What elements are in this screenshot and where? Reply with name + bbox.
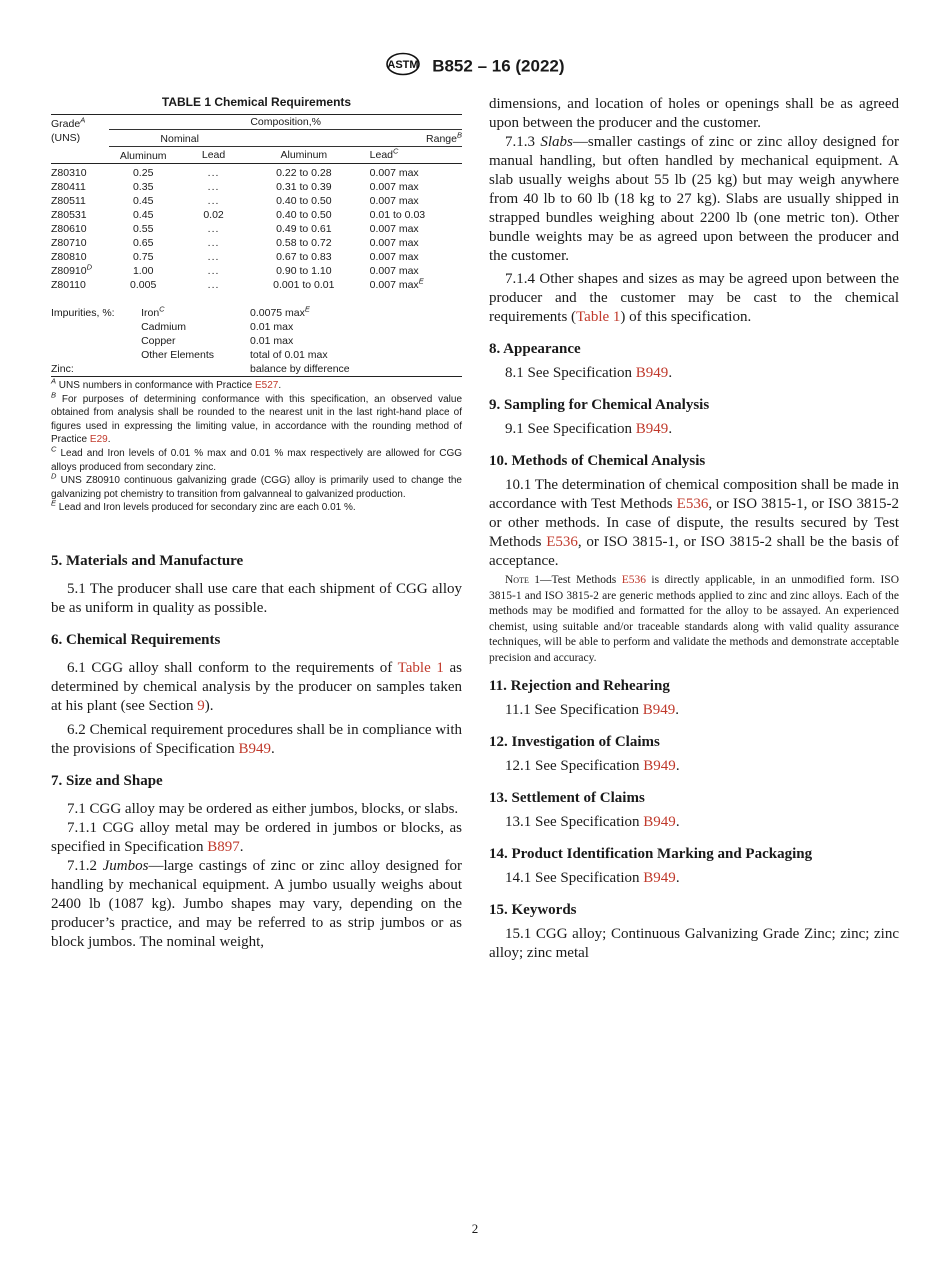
table-row: Z80710 0.65 ... 0.58 to 0.72 0.007 max	[51, 237, 419, 249]
section-13-1: 13.1 See Specification B949.	[505, 814, 680, 830]
section-7-1: 7.1 CGG alloy may be ordered as either jumbos, blocks, or slabs.	[67, 800, 459, 817]
table-row: Z80531 0.45 0.02 0.40 to 0.50 0.01 to 0.03	[51, 209, 426, 221]
chemical-requirements-table	[51, 114, 462, 377]
section-9-link[interactable]: 9	[197, 697, 205, 714]
section-6-2: 6.2 Chemical requirement procedures shall be in compliance with the provisions of Specification B949.	[51, 721, 462, 757]
impurity-row: Impurities, %: Iron$^C$ 0.0075 $\max^E$	[51, 304, 310, 319]
section-8-heading: 8. Appearance	[489, 341, 581, 357]
page-number: 2	[471, 1221, 479, 1236]
aluminum-header: Aluminum	[109, 147, 177, 164]
table-subheader-row	[51, 130, 462, 147]
impurity-row: Copper 0.01 max	[141, 335, 294, 347]
table-footnotes	[51, 376, 463, 515]
section-10-1: 10.1 The determination of chemical composition shall be made in accordance with Test Methods E536, or ISO 3815-1, or ISO 3815-2 or other methods. In case of dispute, the results secured by Test Methods E536, or ISO 3815-1, or ISO 3815-2 shall be the basis of acceptance.	[489, 477, 899, 569]
impurity-row: Cadmium 0.01 max	[141, 321, 294, 333]
impurity-row: Other Elements total of 0.01 max	[141, 349, 328, 361]
section-7-1-1: 7.1.1 CGG alloy metal may be ordered in jumbos or blocks, as specified in Specification B897.	[51, 819, 462, 855]
table-row: $Z80910^D$ 1.00 ... 0.90 to 1.10 0.007 max	[51, 262, 419, 277]
composition-header: Composition,%	[109, 115, 462, 130]
section-7-1-4: 7.1.4 Other shapes and sizes as may be agreed upon between the producer and the customer may be cast to the chemical requirements (Table 1) of this specification.	[489, 271, 899, 325]
section-15-1: 15.1 CGG alloy; Continuous Galvanizing Grade Zinc; zinc; zinc alloy; zinc metal	[489, 926, 899, 961]
section-6-heading: 6. Chemical Requirements	[51, 631, 221, 648]
footnote-a: $^A$ UNS numbers in conformance with Practice E527.	[51, 376, 282, 391]
logo-text: ASTM	[387, 59, 420, 71]
table-row: Z80511 0.45 ... 0.40 to 0.50 0.007 max	[51, 195, 419, 207]
table-row: Z80810 0.75 ... 0.67 to 0.83 0.007 max	[51, 251, 419, 263]
footnote-c: $^C$ Lead and Iron levels of 0.01 % max and 0.01 % max respectively are allowed for CGG alloys produced from secondary zinc.	[51, 444, 462, 473]
b949-link-11[interactable]: B949	[642, 702, 676, 718]
section-14-heading: 14. Product Identification Marking and Packaging	[489, 846, 813, 862]
section-7-1-2: 7.1.2 Jumbos—large castings of zinc or zinc alloy designed for handling by mechanical equipment. A jumbo usually weighs about 2400 lb (1087 kg). Jumbo shapes may vary, depending on the producer’s practice, and may be referred to as strip jumbos or as block jumbos. The nominal weight,	[51, 857, 463, 950]
section-12-heading: 12. Investigation of Claims	[489, 734, 660, 750]
section-9-1: 9.1 See Specification B949.	[505, 421, 673, 437]
footnote-b: $^B$ For purposes of determining conformance with this specification, an observed value obtained from analysis shall be rounded to the nearest unit in the last right-hand place of figures used in expressing the limiting value, in accordance with the rounding method of Practice E29.	[51, 390, 463, 446]
e29-link[interactable]: E29	[89, 434, 108, 446]
section-6-1: 6.1 CGG alloy shall conform to the requirements of Table 1 as determined by chemical analysis by the producer on samples taken at his plant (see Section 9).	[51, 659, 462, 714]
section-7-1-3: 7.1.3 Slabs—smaller castings of zinc or zinc alloy designed for manual handling, but often handled by mechanical equipment. A slab usually weighs about 55 lb (25 kg) but may weigh anywhere from 40 lb to 60 lb (18 kg to 27 kg). Slabs are usually shipped in strapped bundles weighing about 2200 lb (one metric ton). Other bundle weights may be as agreed upon between the producer and the customer.	[489, 134, 899, 264]
section-8-1: 8.1 See Specification B949.	[505, 365, 673, 381]
section-5-1: 5.1 The producer shall use care that each shipment of CGG alloy be as uniform in quality as possible.	[51, 580, 462, 616]
e536-link-2[interactable]: E536	[546, 534, 578, 550]
b949-link-14[interactable]: B949	[643, 870, 676, 886]
left-column	[51, 92, 462, 952]
b949-link-8[interactable]: B949	[635, 365, 669, 381]
section-12-1: 12.1 See Specification B949.	[505, 758, 680, 774]
table-title: TABLE 1 Chemical Requirements	[161, 95, 352, 109]
zinc-row: Zinc: balance by difference	[51, 362, 462, 377]
table-row: Z80110 0.005 ... 0.001 to 0.01 0.007 $\max^E$	[51, 276, 424, 291]
table-column-header-row	[51, 147, 462, 164]
section-9-heading: 9. Sampling for Chemical Analysis	[489, 397, 710, 413]
e536-link-note[interactable]: E536	[621, 574, 646, 586]
section-13-heading: 13. Settlement of Claims	[489, 790, 645, 806]
range-header: Range$^B$	[250, 130, 462, 147]
table-row: Z80310 0.25 ... 0.22 to 0.28 0.007 max	[51, 167, 419, 179]
section-11-heading: 11. Rejection and Rehearing	[489, 678, 670, 694]
lead-header: Lead	[177, 147, 250, 164]
footnote-e: $^E$ Lead and Iron levels produced for secondary zinc are each 0.01 %.	[51, 499, 356, 514]
table-1-link-2[interactable]: Table 1	[576, 309, 621, 325]
nominal-header: Nominal	[109, 130, 250, 147]
section-10-heading: 10. Methods of Chemical Analysis	[489, 453, 706, 469]
b897-link[interactable]: B897	[207, 838, 240, 855]
b949-link-12[interactable]: B949	[643, 758, 676, 774]
e536-link[interactable]: E536	[676, 496, 709, 512]
footnote-d: $^D$ UNS Z80910 continuous galvanizing grade (CGG) alloy is primarily used to change the galvanizing pot chemistry to transition from galvanneal to galvanized production.	[51, 471, 462, 500]
b949-link-9[interactable]: B949	[635, 421, 669, 437]
e527-link[interactable]: E527	[254, 380, 279, 391]
section-7-heading: 7. Size and Shape	[51, 772, 163, 789]
section-15-heading: 15. Keywords	[489, 902, 577, 918]
table-header-row	[51, 115, 462, 130]
grade-header: Grade$^A$ (UNS)	[51, 115, 109, 147]
b949-link-13[interactable]: B949	[643, 814, 676, 830]
table-row: Z80610 0.55 ... 0.49 to 0.61 0.007 max	[51, 223, 419, 235]
note-1: Note 1—Test Methods E536 is directly applicable, in an unmodified form. ISO 3815-1 and ISO 3815-2 are generic methods applied to zinc and zinc alloys. Each of the methods may be modified and formatted for the alloy to be assayed. An experienced chemist, using suitable and/or traceable standards along with valid quality assurance techniques, will be able to perform and validate the methods and demonstrate acceptable precision and accuracy.	[489, 574, 900, 664]
astm-logo-icon	[385, 52, 421, 81]
section-14-1: 14.1 See Specification B949.	[505, 870, 680, 886]
b949-link[interactable]: B949	[238, 740, 271, 757]
right-column	[489, 95, 899, 963]
section-7-1-2-continued: dimensions, and location of holes or openings shall be as agreed upon between the producer and the customer.	[489, 96, 899, 131]
document-id: B852 – 16 (2022)	[432, 56, 565, 76]
page-header	[0, 52, 950, 81]
table-row: Z80411 0.35 ... 0.31 to 0.39 0.007 max	[51, 181, 419, 193]
section-5-heading: 5. Materials and Manufacture	[51, 552, 244, 569]
section-11-1: 11.1 See Specification B949.	[505, 702, 680, 718]
aluminum-range-header: Aluminum	[250, 147, 358, 164]
table-1-link[interactable]: Table 1	[397, 659, 444, 676]
lead-range-header: Lead$^C$	[358, 147, 462, 164]
